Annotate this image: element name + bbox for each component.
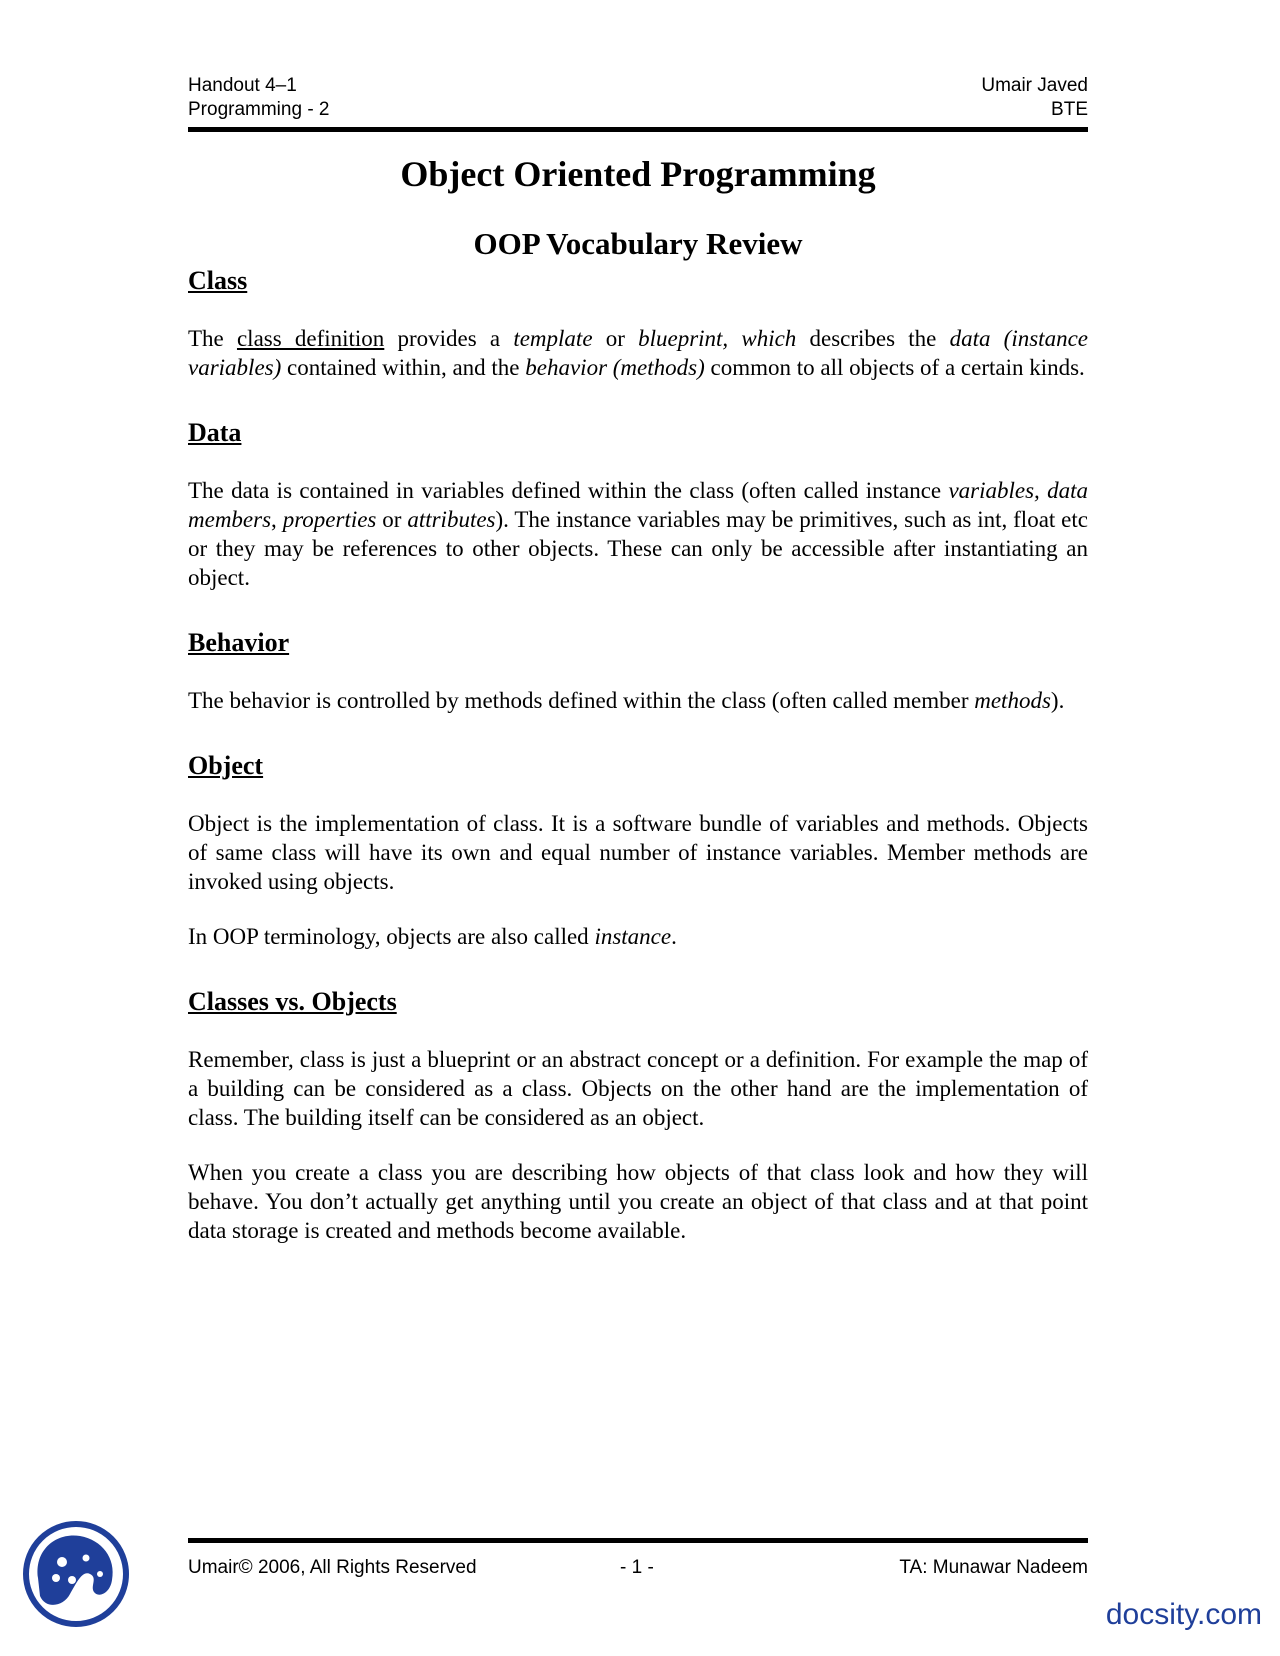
text-run: The data is contained in variables defined within the class (often called instance: [188, 478, 949, 503]
heading-object: Object: [188, 751, 264, 780]
italic-term: behavior (methods): [525, 355, 705, 380]
paragraph-object-2: [188, 922, 1088, 951]
paragraph-object-1: Object is the implementation of class. It is a software bundle of variables and methods. Objects of same class will have its own and equal number of instance variables. Member methods are invoked using objects.: [188, 811, 1088, 894]
document-body: [188, 264, 1088, 1245]
italic-term: instance: [594, 924, 672, 949]
italic-term: blueprint, which: [638, 326, 797, 351]
text-run: ).: [1050, 688, 1065, 713]
italic-term: template: [513, 326, 593, 351]
header-rule: [188, 127, 1088, 132]
page-number: - 1 -: [620, 1557, 654, 1578]
document-subtitle: OOP Vocabulary Review: [473, 226, 803, 261]
paragraph-classes-vs-objects-2: When you create a class you are describing how objects of that class look and how they will behave. You don’t actually get anything until you create an object of that class and at that point data storage is created and methods become available.: [188, 1160, 1088, 1243]
header-left: [188, 74, 330, 122]
page-footer: [188, 1555, 1088, 1581]
italic-term: data (instance variables): [188, 326, 1088, 380]
text-run: In OOP terminology, objects are also called: [188, 924, 595, 949]
document-title: Object Oriented Programming: [400, 154, 876, 194]
heading-behavior: Behavior: [188, 628, 290, 657]
heading-class: Class: [188, 266, 248, 295]
footer-rule: [188, 1538, 1088, 1543]
text-run: contained within, and the: [281, 355, 526, 380]
text-run: ). The instance variables may be primitives, such as int, float etc or they may be references to other objects. These can only be accessible after instantiating an object.: [188, 507, 1088, 590]
text-run: The behavior is controlled by methods defined within the class (often called member: [188, 688, 975, 713]
docsity-logo-icon: [20, 1518, 132, 1630]
text-run: describes the: [796, 326, 950, 351]
italic-term: variables, data members: [188, 478, 1088, 532]
italic-term: properties: [282, 507, 377, 532]
docsity-watermark[interactable]: docsity.com: [1105, 1598, 1262, 1631]
italic-term: attributes: [407, 507, 496, 532]
heading-data: Data: [188, 418, 242, 447]
text-run: ,: [271, 507, 283, 532]
italic-term: methods: [974, 688, 1051, 713]
text-run: .: [671, 924, 677, 949]
text-run: or: [592, 326, 639, 351]
handout-label: Handout 4–1: [188, 75, 297, 96]
course-label: Programming - 2: [188, 99, 330, 120]
text-run: common to all objects of a certain kinds.: [704, 355, 1085, 380]
program-label: BTE: [1051, 99, 1088, 120]
paragraph-classes-vs-objects-1: Remember, class is just a blueprint or an abstract concept or a definition. For example the map of a building can be considered as a class. Objects on the other hand are the implementation of class. The building itself can be considered as an object.: [188, 1047, 1088, 1130]
text-run: The: [188, 326, 237, 351]
header-right: [981, 74, 1088, 122]
paragraph-behavior: [188, 686, 1088, 715]
paragraph-class: [188, 324, 1088, 382]
author-label: Umair Javed: [981, 75, 1088, 96]
underlined-term: class definition: [236, 326, 385, 351]
ta-credit: TA: Munawar Nadeem: [899, 1557, 1088, 1578]
copyright-text: Umair© 2006, All Rights Reserved: [188, 1557, 477, 1578]
text-run: provides a: [384, 326, 514, 351]
text-run: or: [376, 507, 408, 532]
heading-classes-vs-objects: Classes vs. Objects: [188, 987, 397, 1016]
paragraph-data: [188, 476, 1088, 592]
